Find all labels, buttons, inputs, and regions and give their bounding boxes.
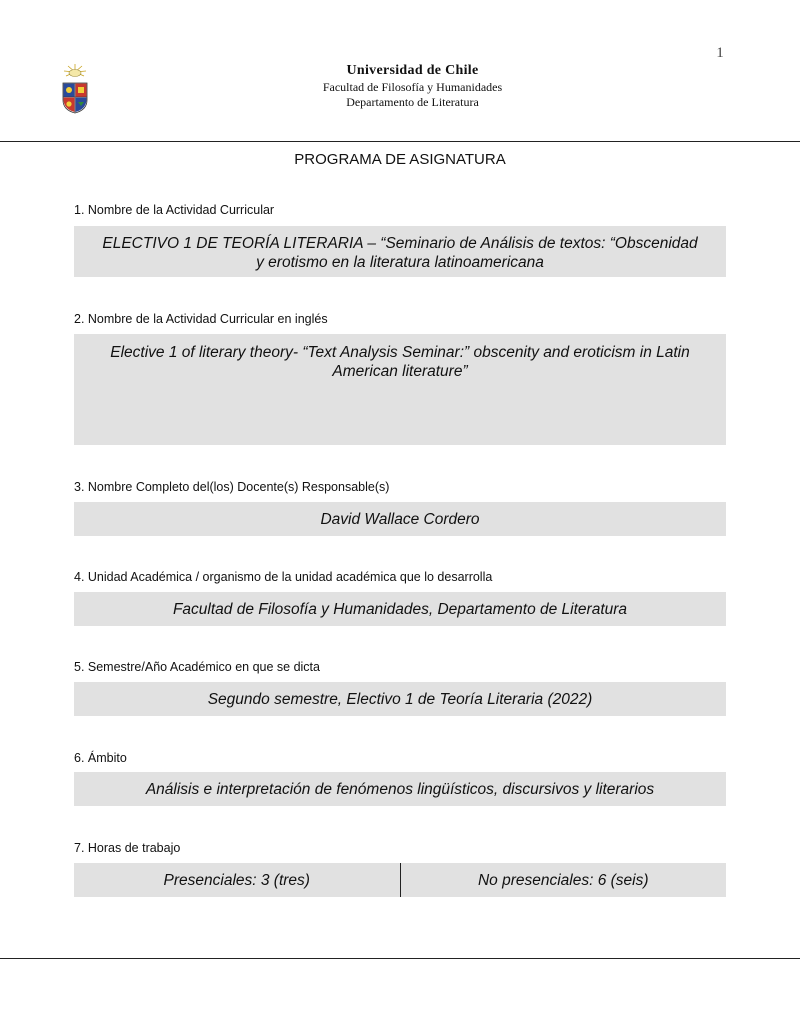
section-6-label: 6. Ámbito xyxy=(74,751,127,765)
section-1-label: 1. Nombre de la Actividad Curricular xyxy=(74,203,275,217)
page-number: 1 xyxy=(716,45,724,61)
section-3-label: 3. Nombre Completo del(los) Docente(s) Responsable(s) xyxy=(74,480,390,494)
hours-no-presenciales-cell xyxy=(400,863,727,897)
university-coat-of-arms-icon xyxy=(58,62,92,116)
section-5-label: 5. Semestre/Año Académico en que se dicta xyxy=(74,660,320,674)
section-2-field xyxy=(74,334,726,445)
university-header xyxy=(250,62,575,110)
footer-divider xyxy=(0,958,800,959)
section-7-field xyxy=(74,863,726,897)
department-name: Departamento de Literatura xyxy=(346,95,479,109)
hours-presenciales: Presenciales: 3 (tres) xyxy=(163,871,310,889)
section-6-value: Análisis e interpretación de fenómenos lingüísticos, discursivos y literarios xyxy=(145,780,655,798)
section-5-value: Segundo semestre, Electivo 1 de Teoría Literaria (2022) xyxy=(207,690,593,708)
section-4-label: 4. Unidad Académica / organismo de la unidad académica que lo desarrolla xyxy=(74,570,493,584)
faculty-name: Facultad de Filosofía y Humanidades xyxy=(322,80,503,94)
section-6-field xyxy=(74,772,726,806)
section-3-field xyxy=(74,502,726,536)
hours-presenciales-cell xyxy=(74,863,400,897)
section-4-field xyxy=(74,592,726,626)
section-1-field xyxy=(74,226,726,277)
section-5-field xyxy=(74,682,726,716)
section-4-value: Facultad de Filosofía y Humanidades, Departamento de Literatura xyxy=(172,600,628,618)
document-title: PROGRAMA DE ASIGNATURA xyxy=(294,151,506,168)
university-name: Universidad de Chile xyxy=(346,63,479,78)
section-2-label: 2. Nombre de la Actividad Curricular en inglés xyxy=(74,312,328,326)
hours-no-presenciales: No presenciales: 6 (seis) xyxy=(477,871,649,889)
section-7-label: 7. Horas de trabajo xyxy=(74,841,181,855)
header-divider xyxy=(0,141,800,142)
section-1-value: ELECTIVO 1 DE TEORÍA LITERARIA – “Seminario de Análisis de textos: “Obscenidad y erotismo en la literatura latinoamericana xyxy=(102,235,698,271)
section-2-value: Elective 1 of literary theory- “Text Analysis Seminar:” obscenity and eroticism in Latin American literature” xyxy=(110,344,690,380)
section-3-value: David Wallace Cordero xyxy=(320,510,480,528)
